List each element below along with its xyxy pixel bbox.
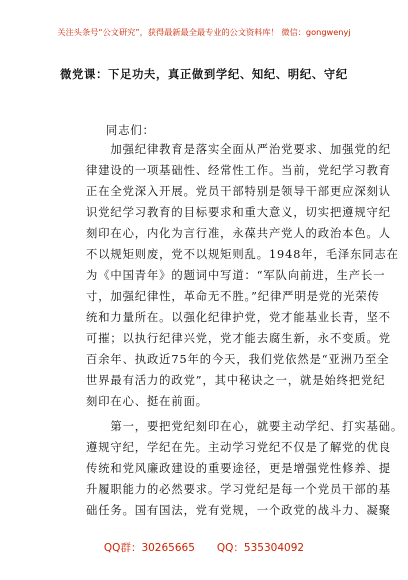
body-line: 为《中国青年》的题词中写道：“军队向前进，生产长一 [86, 269, 386, 282]
body-line: 百余年、执政近75年的今天，我们党依然是“亚洲乃至全 [86, 353, 390, 366]
body-line: 第一，要把党纪刻印在心，就要主动学纪、打实基础。 [86, 420, 404, 433]
body-line: 加强纪律教育是落实全面从严治党要求、加强党的纪 [86, 143, 391, 156]
body-line: 识党纪学习教育的目标要求和重大意义，切实把遵规守纪 [86, 206, 391, 219]
document-title: 微党课：下足功夫，真正做到学纪、知纪、明纪、守纪 [60, 68, 348, 81]
body-line: 刻印在心，内化为言行准，永葆共产党人的政治本色。人 [86, 227, 391, 240]
qq-group-text: QQ群：30265665 [103, 542, 195, 554]
body-line: 础任务。国有国法，党有党规，一个政党的战斗力、凝聚 [86, 504, 391, 517]
body-line: 律建设的一项基础性、经常性工作。当前，党纪学习教育 [86, 164, 391, 177]
body-line: 可摧；以执行纪律兴党，党才能去腐生新，永不变质。党 [86, 332, 391, 345]
body-line: 升履职能力的必然要求。学习党纪是每一个党员干部的基 [86, 483, 391, 496]
body-line: 世界最有活力的政党”，其中秘诀之一，就是始终把党纪 [86, 374, 386, 387]
promo-header: 关注头条号“公文研究”，获得最新最全最专业的公文资料库！ 微信：gongwenyj [57, 27, 351, 37]
body-line: 不以规矩则废，党不以规矩则乱。1948年，毛泽东同志在 [86, 248, 399, 261]
body-line: 正在全党深入开展。党员干部特别是领导干部更应深刻认 [86, 185, 391, 198]
body-line: 传统和党风廉政建设的重要途径，更是增强党性修养、提 [86, 462, 391, 475]
body-line: 寸，加强纪律性，革命无不胜。”纪律严明是党的光荣传 [86, 290, 380, 303]
contact-footer [0, 540, 408, 555]
salutation: 同志们： [106, 124, 155, 137]
body-line: 刻印在心、挺在前面。 [86, 395, 208, 408]
body-line: 统和力量所在。以强化纪律护党，党才能基业长青，坚不 [86, 311, 391, 324]
qq-contact-text: QQ：535304092 [216, 542, 305, 554]
body-line: 遵规守纪，学纪在先。主动学习党纪不仅是了解党的优良 [86, 441, 391, 454]
